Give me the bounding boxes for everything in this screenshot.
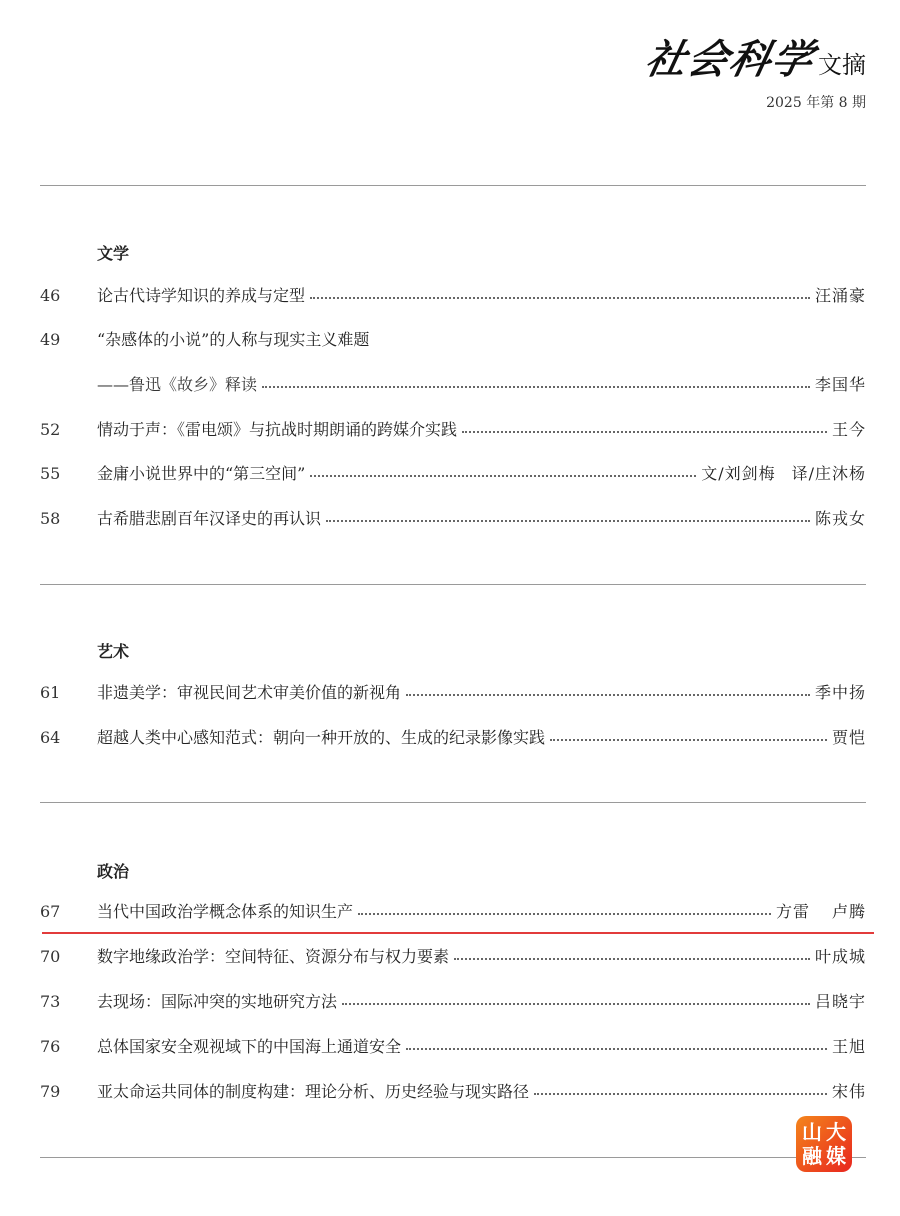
page-number: 49 <box>40 330 61 349</box>
author-first: 方雷 <box>775 902 810 921</box>
article-author <box>776 897 866 927</box>
journal-title-script: 社会科学 <box>641 36 820 83</box>
section-divider <box>40 1157 866 1158</box>
toc-entry-73[interactable] <box>40 987 866 1017</box>
article-author: 季中扬 <box>814 683 866 702</box>
page-number: 67 <box>40 902 61 921</box>
article-title: 数字地缘政治学：空间特征、资源分布与权力要素 <box>97 947 450 966</box>
article-author: 李国华 <box>814 375 866 394</box>
article-title: 非遗美学：审视民间艺术审美价值的新视角 <box>97 683 402 702</box>
article-title: 金庸小说世界中的“第三空间” <box>97 464 306 483</box>
journal-title-suffix: 文摘 <box>818 51 866 79</box>
article-title: 论古代诗学知识的养成与定型 <box>97 286 306 305</box>
article-author <box>701 459 866 489</box>
article-subtitle: ——鲁迅《故乡》释读 <box>97 375 258 394</box>
author-second: 卢腾 <box>831 902 866 921</box>
article-author: 吕晓宇 <box>814 992 866 1011</box>
watermark-char: 融 <box>802 1144 822 1168</box>
article-title: 超越人类中心感知范式：朝向一种开放的、生成的纪录影像实践 <box>97 728 546 747</box>
page-number: 70 <box>40 947 61 966</box>
section-heading-politics: 政治 <box>97 862 130 881</box>
toc-entry-64[interactable] <box>40 723 866 753</box>
dot-leader <box>550 738 827 741</box>
page-number: 55 <box>40 464 61 483</box>
toc-entry-52[interactable] <box>40 415 866 445</box>
dot-leader <box>262 385 810 388</box>
page-number: 61 <box>40 683 61 702</box>
watermark-char: 大 <box>826 1120 846 1144</box>
dot-leader <box>310 474 696 477</box>
page-number: 79 <box>40 1082 61 1101</box>
article-title: 去现场：国际冲突的实地研究方法 <box>97 992 338 1011</box>
issue-label: 2025 年第 8 期 <box>766 95 866 111</box>
article-author: 陈戎女 <box>814 509 866 528</box>
page-number: 73 <box>40 992 61 1011</box>
toc-entry-79[interactable] <box>40 1077 866 1107</box>
page-number: 46 <box>40 286 61 305</box>
section-heading-literature: 文学 <box>97 244 130 263</box>
article-author: 宋伟 <box>831 1082 866 1101</box>
toc-entry-49-subtitle[interactable] <box>40 370 866 400</box>
toc-entry-70[interactable] <box>40 942 866 972</box>
article-title: 总体国家安全观视域下的中国海上通道安全 <box>97 1037 402 1056</box>
dot-leader <box>454 957 810 960</box>
article-author: 王今 <box>831 420 866 439</box>
dot-leader <box>342 1002 810 1005</box>
toc-entry-49[interactable] <box>40 325 866 355</box>
journal-title <box>641 36 866 83</box>
highlight-underline <box>42 932 874 934</box>
toc-entry-76[interactable] <box>40 1032 866 1062</box>
watermark-char: 媒 <box>826 1144 846 1168</box>
page-number: 64 <box>40 728 61 747</box>
page-number: 76 <box>40 1037 61 1056</box>
dot-leader <box>406 693 810 696</box>
dot-leader <box>310 296 810 299</box>
toc-entry-46[interactable] <box>40 281 866 311</box>
article-title: 当代中国政治学概念体系的知识生产 <box>97 902 354 921</box>
author-writer: 文/刘剑梅 <box>701 464 776 483</box>
article-author: 叶成城 <box>814 947 866 966</box>
dot-leader <box>406 1047 827 1050</box>
author-translator: 译/庄沐杨 <box>791 464 866 483</box>
toc-entry-67[interactable] <box>40 897 866 927</box>
page-number: 52 <box>40 420 61 439</box>
article-author: 汪涌豪 <box>814 286 866 305</box>
section-heading-art: 艺术 <box>97 642 130 661</box>
watermark-char: 山 <box>802 1120 822 1144</box>
article-title: “杂感体的小说”的人称与现实主义难题 <box>97 330 370 349</box>
toc-entry-58[interactable] <box>40 504 866 534</box>
article-author: 贾恺 <box>831 728 866 747</box>
article-title: 情动于声：《雷电颂》与抗战时期朗诵的跨媒介实践 <box>97 420 458 439</box>
dot-leader <box>534 1092 827 1095</box>
section-divider <box>40 584 866 585</box>
masthead <box>641 36 866 112</box>
watermark-logo <box>796 1116 852 1172</box>
toc-entry-55[interactable] <box>40 459 866 489</box>
section-divider <box>40 802 866 803</box>
section-divider <box>40 185 866 186</box>
toc-entry-61[interactable] <box>40 678 866 708</box>
page-number: 58 <box>40 509 61 528</box>
dot-leader <box>462 430 827 433</box>
dot-leader <box>358 912 771 915</box>
dot-leader <box>326 519 810 522</box>
article-author: 王旭 <box>831 1037 866 1056</box>
article-title: 古希腊悲剧百年汉译史的再认识 <box>97 509 322 528</box>
article-title: 亚太命运共同体的制度构建：理论分析、历史经验与现实路径 <box>97 1082 530 1101</box>
